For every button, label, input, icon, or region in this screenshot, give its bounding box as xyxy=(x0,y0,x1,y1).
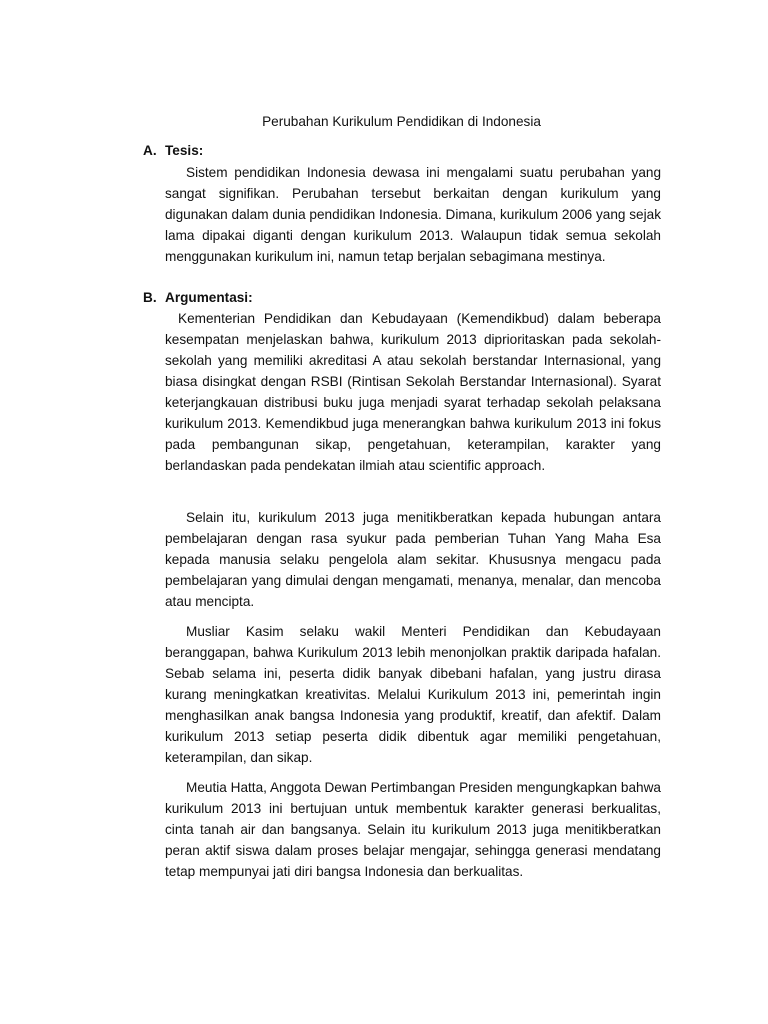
paragraph-argument-2: Selain itu, kurikulum 2013 juga menitikberatkan kepada hubungan antara pembelajaran dengan rasa syukur pada pemberian Tuhan Yang Maha Esa kepada manusia selaku pengelola alam sekitar. Khususnya mengacu pada pembelajaran yang dimulai dengan mengamati, menanya, menalar, dan mencoba atau mencipta. xyxy=(165,510,661,609)
paragraph-argument-4: Meutia Hatta, Anggota Dewan Pertimbangan Presiden mengungkapkan bahwa kurikulum 2013 ini bertujuan untuk membentuk karakter generasi berkualitas, cinta tanah air dan bangsanya. Selain itu kurikulum 2013 juga menitikberatkan peran aktif siswa dalam proses belajar mengajar, sehingga generasi mendatang tetap mempunyai jati diri bangsa Indonesia dan berkualitas. xyxy=(165,780,661,879)
section-letter: A. xyxy=(143,143,157,158)
section-heading-text: Argumentasi: xyxy=(165,290,253,305)
paragraph-thesis: Sistem pendidikan Indonesia dewasa ini mengalami suatu perubahan yang sangat signifikan. Perubahan tersebut berkaitan dengan kurikulum yang digunakan dalam dunia pendidikan Indonesia. Dimana, kurikulum 2006 yang sejak lama dipakai diganti dengan kurikulum 2013. Walaupun tidak semua sekolah menggunakan kurikulum ini, namun tetap berjalan sebagimana mestinya. xyxy=(165,165,661,264)
document-title: Perubahan Kurikulum Pendidikan di Indonesia xyxy=(262,114,541,129)
section-heading-text: Tesis: xyxy=(165,143,204,158)
paragraph-argument-1: Kementerian Pendidikan dan Kebudayaan (Kemendikbud) dalam beberapa kesempatan menjelaskan bahwa, kurikulum 2013 diprioritaskan pada sekolah-sekolah yang memiliki akreditasi A atau sekolah berstandar Internasional, yang biasa disingkat dengan RSBI (Rintisan Sekolah Berstandar Internasional). Syarat keterjangkauan distribusi buku juga menjadi syarat terhadap sekolah pelaksana kurikulum 2013. Kemendikbud juga menerangkan bahwa kurikulum 2013 ini fokus pada pembangunan sikap, pengetahuan, keterampilan, karakter yang berlandaskan pada pendekatan ilmiah atau scientific approach. xyxy=(165,311,661,473)
section-letter: B. xyxy=(143,290,157,305)
paragraph-argument-3: Musliar Kasim selaku wakil Menteri Pendidikan dan Kebudayaan beranggapan, bahwa Kurikulum 2013 lebih menonjolkan praktik daripada hafalan. Sebab selama ini, peserta didik banyak dibebani hafalan, yang justru dirasa kurang meningkatkan kreativitas. Melalui Kurikulum 2013 ini, pemerintah ingin menghasilkan anak bangsa Indonesia yang produktif, kreatif, dan afektif. Dalam kurikulum 2013 setiap peserta didik dibentuk agar memiliki pengetahuan, keterampilan, dan sikap. xyxy=(165,624,661,765)
section-heading-thesis xyxy=(143,141,203,161)
section-heading-argument xyxy=(143,288,253,308)
